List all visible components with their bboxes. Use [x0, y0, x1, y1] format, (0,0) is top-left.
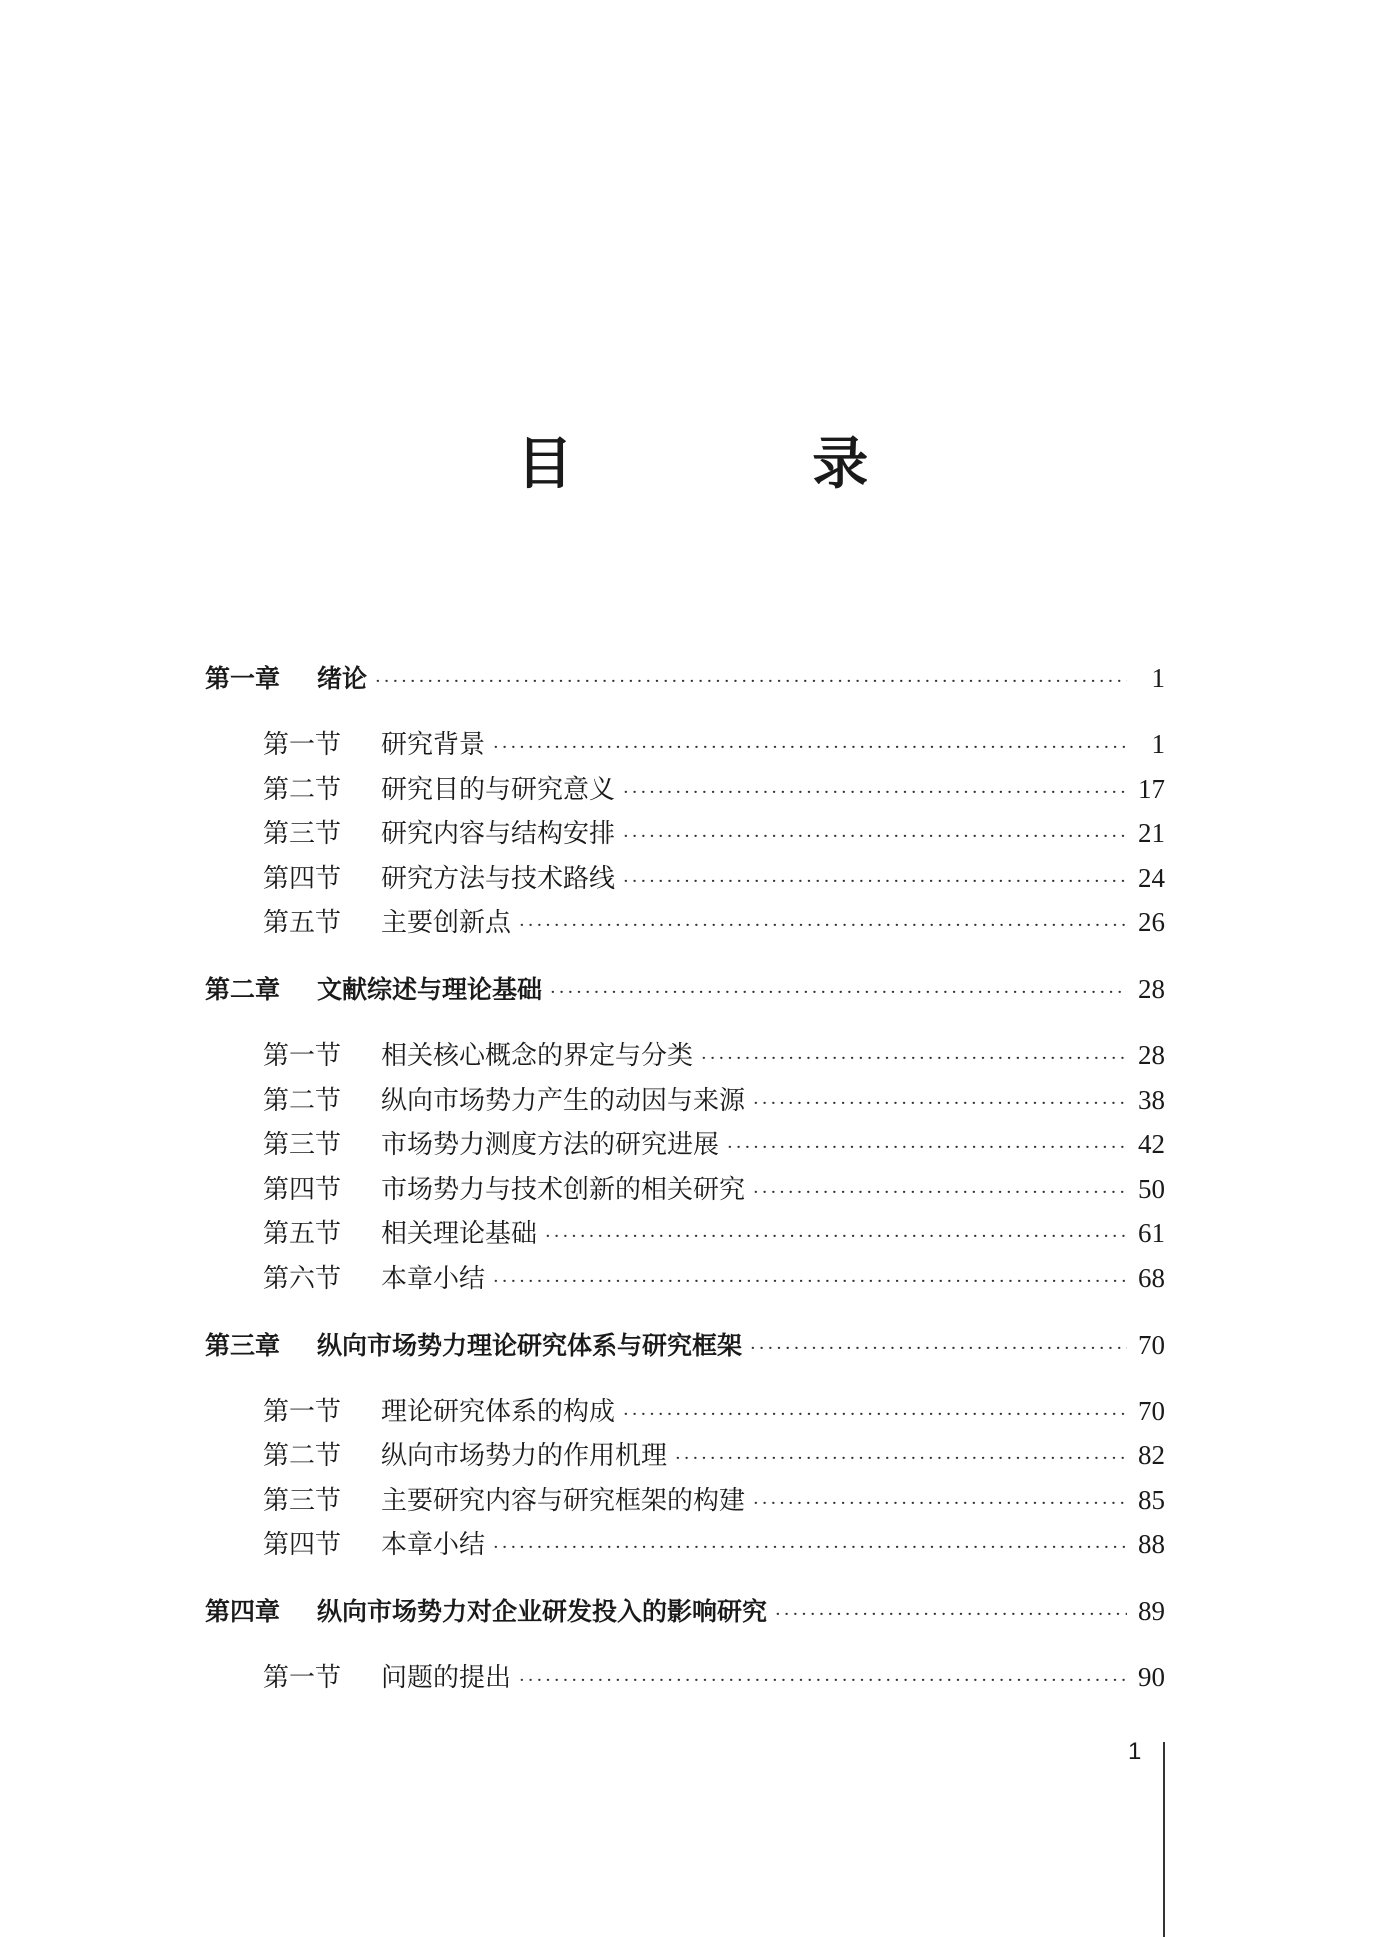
- toc-section-row: [263, 1169, 1165, 1209]
- toc-section-row: [263, 813, 1165, 853]
- section-title: 研究目的与研究意义: [381, 774, 616, 805]
- page-ref: 38: [1138, 1084, 1165, 1115]
- dot-leader: [675, 1439, 1127, 1479]
- dot-leader: [623, 862, 1127, 902]
- section-label: 第六节: [263, 1264, 342, 1294]
- section-title: 相关理论基础: [381, 1219, 538, 1250]
- section-title: 纵向市场势力的作用机理: [381, 1441, 668, 1472]
- chapter-label: 第三章: [205, 1330, 281, 1360]
- page-ref: 68: [1138, 1263, 1165, 1293]
- page-ref: 28: [1138, 1040, 1165, 1070]
- page-ref: 28: [1138, 974, 1165, 1004]
- section-title: 相关核心概念的界定与分类: [381, 1041, 694, 1071]
- section-label: 第一节: [263, 1663, 342, 1693]
- toc-section-row: [263, 1391, 1165, 1431]
- dot-leader: [750, 1329, 1127, 1369]
- section-title: 理论研究体系的构成: [381, 1396, 616, 1427]
- section-label: 第三节: [263, 1485, 342, 1516]
- toc-section-row: [263, 1435, 1165, 1475]
- toc-section-row: [263, 724, 1165, 764]
- chapter-title: 绪论: [317, 664, 368, 693]
- section-title: 主要研究内容与研究框架的构建: [381, 1485, 746, 1516]
- dot-leader: [753, 1173, 1127, 1213]
- section-title: 研究内容与结构安排: [381, 819, 616, 850]
- page-ref: 61: [1138, 1218, 1165, 1249]
- margin-rule: [1163, 1742, 1165, 1937]
- section-label: 第三节: [263, 1130, 342, 1161]
- page-ref: 70: [1138, 1329, 1165, 1360]
- page-ref: 88: [1138, 1529, 1165, 1560]
- dot-leader: [550, 973, 1127, 1013]
- section-label: 第一节: [263, 1396, 342, 1427]
- dot-leader: [493, 1262, 1127, 1302]
- section-label: 第四节: [263, 863, 342, 894]
- section-label: 第五节: [263, 1219, 342, 1250]
- toc-section-row: [263, 769, 1165, 809]
- section-title: 本章小结: [381, 1264, 486, 1294]
- section-label: 第五节: [263, 908, 342, 939]
- section-label: 第四节: [263, 1174, 342, 1205]
- section-label: 第三节: [263, 819, 342, 850]
- chapter-title: 文献综述与理论基础: [317, 975, 543, 1004]
- toc-section-row: [263, 1480, 1165, 1520]
- toc-section-row: [263, 1524, 1165, 1564]
- section-title: 本章小结: [381, 1530, 486, 1561]
- page-ref: 1: [1151, 729, 1165, 759]
- section-label: 第二节: [263, 1441, 342, 1472]
- toc-section-row: [263, 1035, 1165, 1075]
- toc-chapter-row: [205, 1591, 1165, 1631]
- section-title: 市场势力测度方法的研究进展: [381, 1130, 720, 1161]
- toc-chapter-row: [205, 658, 1165, 698]
- section-label: 第四节: [263, 1530, 342, 1561]
- page-ref: 90: [1138, 1662, 1165, 1692]
- page-ref: 21: [1138, 818, 1165, 849]
- section-label: 第一节: [263, 730, 342, 760]
- dot-leader: [753, 1484, 1127, 1524]
- dot-leader: [519, 1661, 1127, 1701]
- dot-leader: [375, 662, 1127, 702]
- page-ref: 1: [1151, 663, 1165, 693]
- dot-leader: [623, 817, 1127, 857]
- section-title: 纵向市场势力产生的动因与来源: [381, 1085, 746, 1116]
- dot-leader: [545, 1217, 1127, 1257]
- chapter-label: 第一章: [205, 664, 281, 693]
- page-number: 1: [1128, 1738, 1142, 1765]
- section-title: 研究方法与技术路线: [381, 863, 616, 894]
- page-ref: 70: [1138, 1395, 1165, 1426]
- toc-section-row: [263, 1124, 1165, 1164]
- section-title: 市场势力与技术创新的相关研究: [381, 1174, 746, 1205]
- toc-section-row: [263, 1213, 1165, 1253]
- section-title: 主要创新点: [381, 908, 512, 939]
- dot-leader: [701, 1039, 1127, 1079]
- section-label: 第一节: [263, 1041, 342, 1071]
- page-ref: 24: [1138, 862, 1165, 893]
- chapter-label: 第二章: [205, 975, 281, 1004]
- dot-leader: [775, 1595, 1127, 1635]
- section-label: 第二节: [263, 1085, 342, 1116]
- toc-section-row: [263, 1657, 1165, 1697]
- page-ref: 82: [1138, 1440, 1165, 1471]
- page-ref: 42: [1138, 1129, 1165, 1160]
- dot-leader: [493, 728, 1127, 768]
- section-label: 第二节: [263, 774, 342, 805]
- page-ref: 17: [1138, 773, 1165, 804]
- dot-leader: [623, 773, 1127, 813]
- page-ref: 85: [1138, 1484, 1165, 1515]
- page-ref: 89: [1138, 1596, 1165, 1626]
- page-ref: 50: [1138, 1173, 1165, 1204]
- chapter-title: 纵向市场势力对企业研发投入的影响研究: [317, 1597, 768, 1626]
- toc-section-row: [263, 1080, 1165, 1120]
- chapter-title: 纵向市场势力理论研究体系与研究框架: [317, 1330, 743, 1360]
- dot-leader: [623, 1395, 1127, 1435]
- page-title: 目 录: [516, 431, 979, 497]
- page-ref: 26: [1138, 907, 1165, 938]
- toc-section-row: [263, 902, 1165, 942]
- dot-leader: [727, 1128, 1127, 1168]
- section-title: 问题的提出: [381, 1663, 512, 1693]
- section-title: 研究背景: [381, 730, 486, 760]
- dot-leader: [493, 1528, 1127, 1568]
- dot-leader: [519, 906, 1127, 946]
- toc-section-row: [263, 858, 1165, 898]
- toc-chapter-row: [205, 1325, 1165, 1365]
- toc-chapter-row: [205, 969, 1165, 1009]
- toc-section-row: [263, 1258, 1165, 1298]
- chapter-label: 第四章: [205, 1597, 281, 1626]
- dot-leader: [753, 1084, 1127, 1124]
